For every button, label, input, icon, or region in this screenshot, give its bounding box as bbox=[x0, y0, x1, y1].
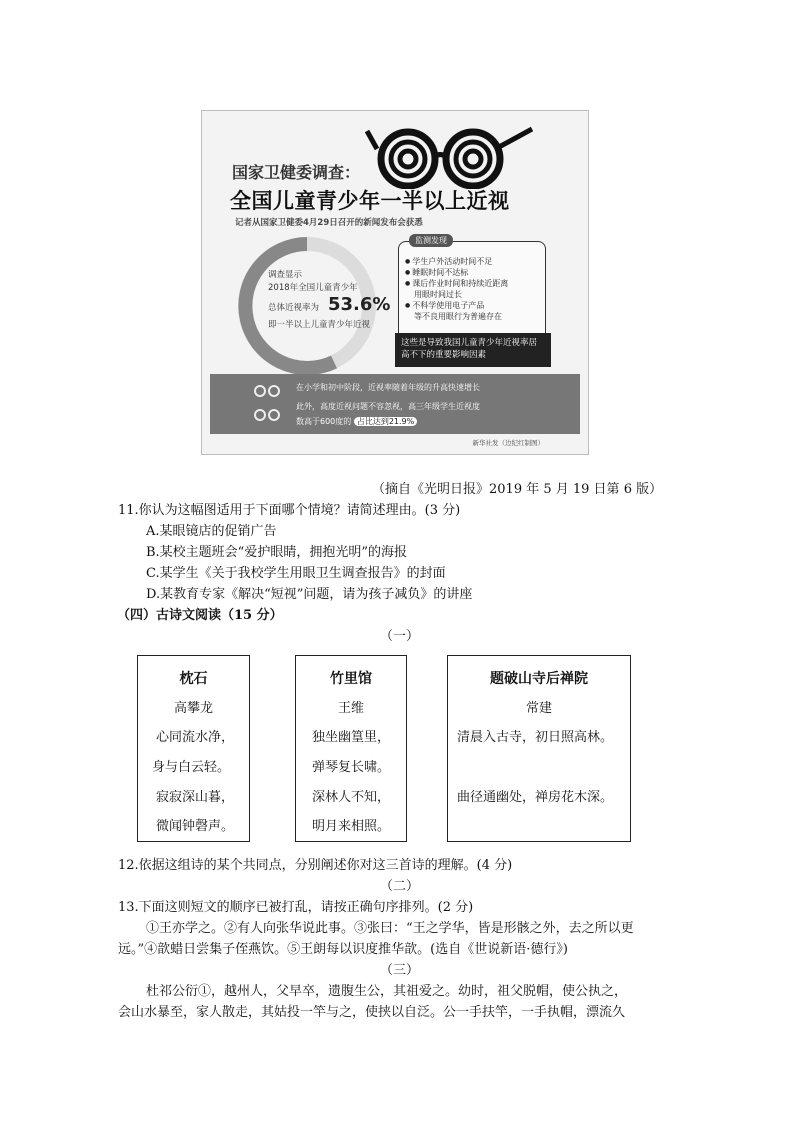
glasses-icon bbox=[252, 382, 282, 426]
passage-line: 会山水暴至，家人散走，其姑投一竿与之，使挟以自泛。公一手扶竿，一手执帽，漂流久 bbox=[118, 1005, 626, 1020]
survey-conclusion: 即一半以上儿童青少年近视 bbox=[268, 320, 371, 330]
question-13: 13.下面这则短文的顺序已被打乱，请按正确句序排列。(2 分) bbox=[118, 900, 474, 915]
poem-author: 常建 bbox=[525, 701, 552, 716]
poem-line: 微闻钟磬声。 bbox=[156, 819, 235, 834]
monitor-item: ● 睡眠时间不达标 bbox=[405, 267, 508, 278]
myopia-infographic bbox=[201, 110, 589, 455]
question-11: 11.你认为这幅图适用于下面哪个情境？请简述理由。(3 分) bbox=[118, 503, 461, 518]
poem-title: 竹里馆 bbox=[330, 671, 372, 687]
poem-title: 题破山寺后禅院 bbox=[490, 671, 588, 687]
infographic-title: 全国儿童青少年一半以上近视 bbox=[230, 189, 510, 213]
monitor-item: 用眼时间过长 bbox=[414, 290, 462, 299]
poem-line: 曲径通幽处，禅房花木深。 bbox=[457, 790, 614, 805]
survey-percent: 53.6% bbox=[328, 294, 391, 315]
monitor-title: 监测发现 bbox=[409, 234, 453, 247]
part-heading: （三） bbox=[380, 963, 420, 978]
monitor-box bbox=[398, 236, 546, 343]
survey-text: 调查显示 2018年全国儿童青少年 bbox=[268, 270, 358, 293]
glasses-icon bbox=[362, 119, 537, 189]
factor-box: 这些是导致我国儿童青少年近视率居高不下的重要影响因素 bbox=[395, 333, 551, 367]
monitor-list bbox=[405, 256, 508, 322]
source-citation: （摘自《光明日报》2019 年 5 月 19 日第 6 版） bbox=[372, 482, 663, 497]
poem-line: 独坐幽篁里， bbox=[312, 730, 391, 745]
passage-line: 远。”④歆蜡日尝集子侄燕饮。⑤王朗每以识度推华歆。(选自《世说新语·德行》) bbox=[118, 942, 568, 957]
info-band bbox=[210, 374, 580, 434]
infographic-credit: 新华社发（边纪红制图） bbox=[472, 439, 544, 447]
poem-line: 心同流水净， bbox=[156, 730, 235, 745]
poem-title: 枕石 bbox=[179, 671, 208, 687]
option-d: D.某教育专家《解决“短视”问题，请为孩子减负》的讲座 bbox=[146, 587, 473, 602]
section-heading: （四）古诗文阅读（15 分） bbox=[117, 608, 283, 623]
infographic-subtitle: 记者从国家卫健委4月29日召开的新闻发布会获悉 bbox=[235, 218, 423, 228]
passage-line: ①王亦学之。②有人向张华说此事。③张曰：“王之学华，皆是形骸之外，去之所以更 bbox=[146, 921, 634, 936]
monitor-item: ● 不科学使用电子产品 bbox=[405, 300, 508, 311]
band-line3: 数高于600度的 占比达到21.9% bbox=[296, 416, 417, 427]
highlight-percent: 占比达到21.9% bbox=[354, 417, 417, 426]
poem-author: 高攀龙 bbox=[173, 701, 213, 716]
monitor-item: 等不良用眼行为普遍存在 bbox=[414, 312, 502, 321]
band-line2: 此外，高度近视问题不容忽视，高三年级学生近视度 bbox=[296, 402, 480, 411]
option-a: A.某眼镜店的促销广告 bbox=[146, 524, 277, 539]
passage-line: 杜祁公衍①，越州人，父早卒，遗腹生公，其祖爱之。幼时，祖父脱帽，使公执之， bbox=[146, 984, 628, 999]
band-line1: 在小学和初中阶段，近视率随着年级的升高快速增长 bbox=[296, 383, 480, 392]
poem-line: 身与白云轻。 bbox=[152, 760, 231, 775]
monitor-item: ● 学生户外活动时间不足 bbox=[405, 256, 508, 267]
poem-line: 深林人不知， bbox=[312, 790, 391, 805]
poem-author: 王维 bbox=[337, 701, 364, 716]
monitor-item: ● 课后作业时间和持续近距离 bbox=[405, 278, 508, 289]
part-heading: （一） bbox=[380, 629, 420, 644]
poem-line: 清晨入古寺，初日照高林。 bbox=[457, 730, 614, 745]
poem-line: 弹琴复长啸。 bbox=[312, 760, 391, 775]
option-c: C.某学生《关于我校学生用眼卫生调查报告》的封面 bbox=[146, 566, 446, 581]
part-heading: （二） bbox=[380, 879, 420, 894]
poem-box bbox=[137, 655, 250, 842]
poem-box bbox=[295, 655, 407, 842]
poem-line: 明月来相照。 bbox=[312, 819, 391, 834]
infographic-heading: 国家卫健委调查： bbox=[232, 163, 361, 182]
poem-line: 寂寂深山暮， bbox=[156, 790, 235, 805]
survey-prefix: 总体近视率为 bbox=[268, 303, 320, 313]
option-b: B.某校主题班会“爱护眼睛，拥抱光明”的海报 bbox=[146, 545, 407, 560]
poem-box bbox=[447, 655, 631, 842]
question-12: 12.依据这组诗的某个共同点，分别阐述你对这三首诗的理解。(4 分) bbox=[118, 858, 513, 873]
